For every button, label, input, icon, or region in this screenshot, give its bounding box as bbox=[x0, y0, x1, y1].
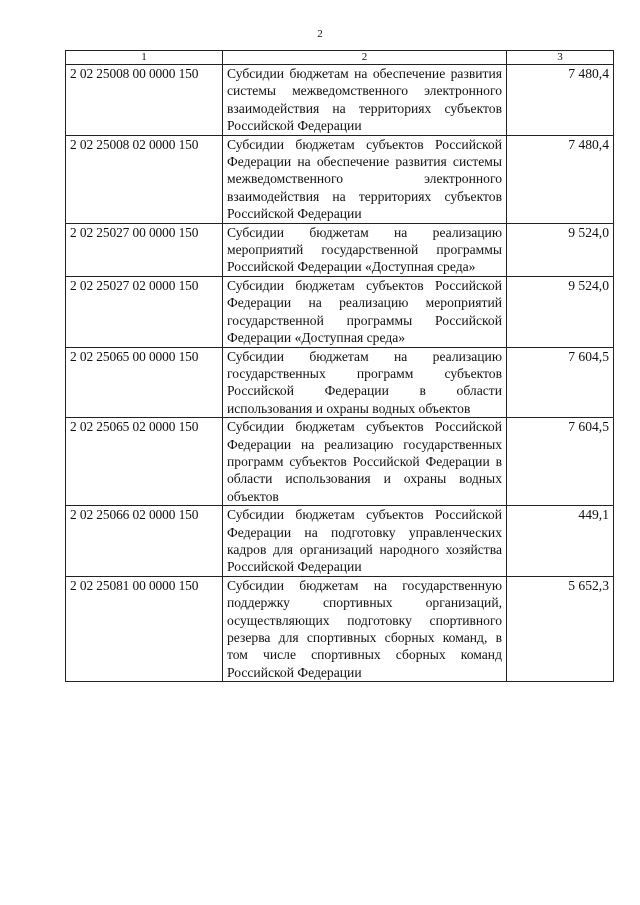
amount-cell: 7 604,5 bbox=[507, 347, 614, 418]
table-row bbox=[66, 135, 614, 223]
column-header: 2 bbox=[223, 51, 507, 65]
budget-code-cell: 2 02 25027 02 0000 150 bbox=[66, 276, 223, 347]
description-cell: Субсидии бюджетам на обеспечение развития системы межведомственного электронного взаимодействия на территориях субъектов Российской Федерации bbox=[223, 65, 507, 136]
amount-cell: 7 604,5 bbox=[507, 418, 614, 506]
description-cell: Субсидии бюджетам на государственную поддержку спортивных организаций, осуществляющих подготовку спортивного резерва для спортивных сборных команд, в том числе спортивных сборных команд Российской Федерации bbox=[223, 576, 507, 681]
description-cell: Субсидии бюджетам на реализацию государственных программ субъектов Российской Федерации в области использования и охраны водных объектов bbox=[223, 347, 507, 418]
table-row bbox=[66, 347, 614, 418]
amount-cell: 449,1 bbox=[507, 506, 614, 577]
amount-cell: 7 480,4 bbox=[507, 65, 614, 136]
budget-code-cell: 2 02 25008 02 0000 150 bbox=[66, 135, 223, 223]
table-row bbox=[66, 506, 614, 577]
budget-code-cell: 2 02 25065 02 0000 150 bbox=[66, 418, 223, 506]
table-header-row bbox=[66, 51, 614, 65]
table-row bbox=[66, 223, 614, 276]
budget-code-cell: 2 02 25008 00 0000 150 bbox=[66, 65, 223, 136]
budget-table bbox=[65, 50, 614, 682]
budget-code-cell: 2 02 25081 00 0000 150 bbox=[66, 576, 223, 681]
amount-cell: 9 524,0 bbox=[507, 223, 614, 276]
table-row bbox=[66, 418, 614, 506]
description-cell: Субсидии бюджетам на реализацию мероприятий государственной программы Российской Федерации «Доступная среда» bbox=[223, 223, 507, 276]
amount-cell: 5 652,3 bbox=[507, 576, 614, 681]
table-row bbox=[66, 276, 614, 347]
budget-code-cell: 2 02 25065 00 0000 150 bbox=[66, 347, 223, 418]
column-header: 1 bbox=[66, 51, 223, 65]
page-number: 2 bbox=[317, 28, 323, 40]
description-cell: Субсидии бюджетам субъектов Российской Федерации на реализацию государственных программ субъектов Российской Федерации в области использования и охраны водных объектов bbox=[223, 418, 507, 506]
table-row bbox=[66, 576, 614, 681]
budget-code-cell: 2 02 25066 02 0000 150 bbox=[66, 506, 223, 577]
table-row bbox=[66, 65, 614, 136]
description-cell: Субсидии бюджетам субъектов Российской Федерации на обеспечение развития системы межведомственного электронного взаимодействия на территориях субъектов Российской Федерации bbox=[223, 135, 507, 223]
budget-code-cell: 2 02 25027 00 0000 150 bbox=[66, 223, 223, 276]
column-header: 3 bbox=[507, 51, 614, 65]
description-cell: Субсидии бюджетам субъектов Российской Федерации на реализацию мероприятий государственной программы Российской Федерации «Доступная среда» bbox=[223, 276, 507, 347]
amount-cell: 9 524,0 bbox=[507, 276, 614, 347]
amount-cell: 7 480,4 bbox=[507, 135, 614, 223]
description-cell: Субсидии бюджетам субъектов Российской Федерации на подготовку управленческих кадров для организаций народного хозяйства Российской Федерации bbox=[223, 506, 507, 577]
